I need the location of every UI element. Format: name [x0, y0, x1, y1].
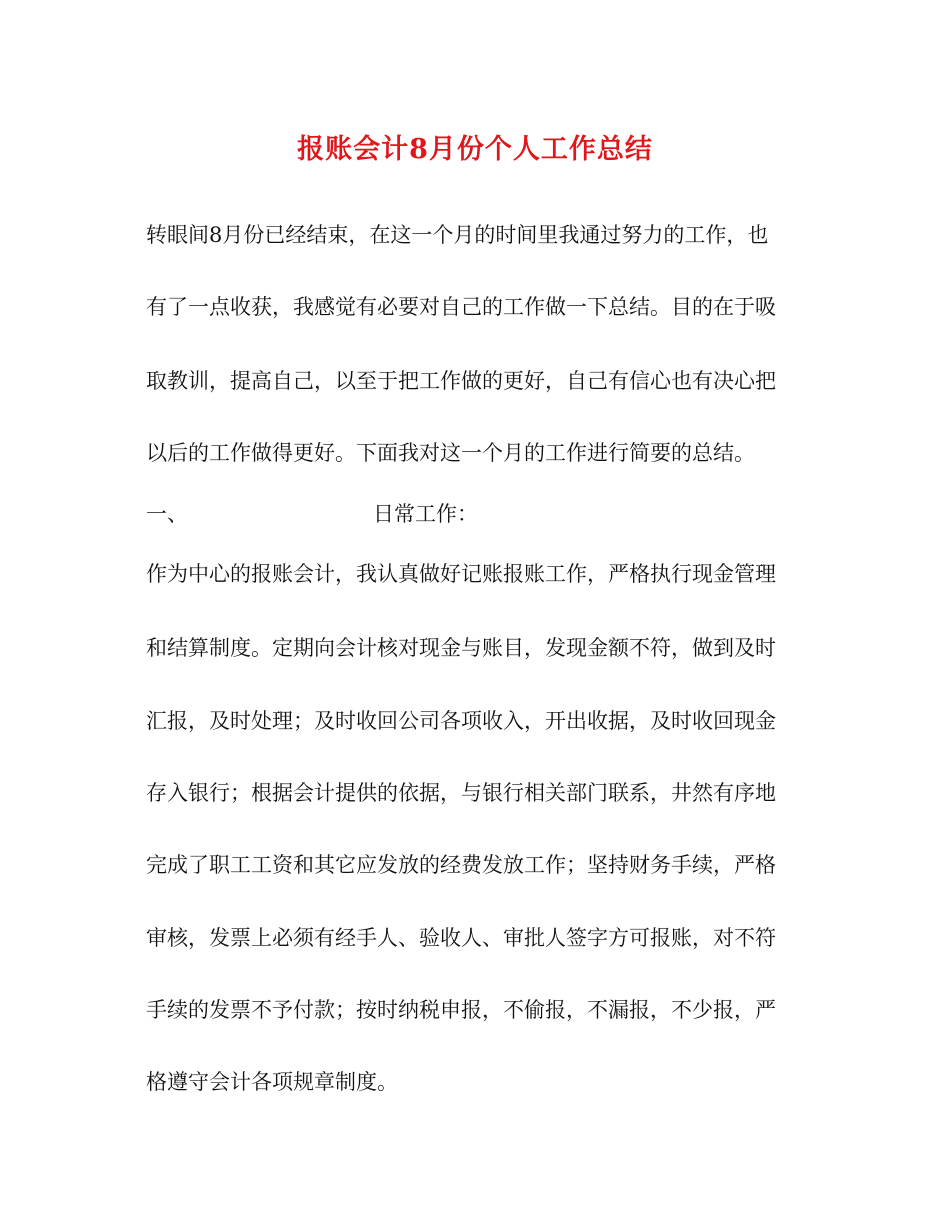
- paragraph-line: 汇报，及时处理；及时收回公司各项收入，开出收据，及时收回现金: [146, 709, 776, 733]
- section-number: 一、: [146, 502, 188, 526]
- section-title: 日常工作：: [373, 502, 478, 526]
- paragraph-line: 审核，发票上必须有经手人、验收人、审批人签字方可报账，对不符: [146, 926, 776, 950]
- paragraph-line: 作为中心的报账会计，我认真做好记账报账工作，严格执行现金管理: [146, 562, 776, 586]
- paragraph-line: 取教训，提高自己，以至于把工作做的更好，自己有信心也有决心把: [146, 369, 776, 393]
- paragraph-line: 以后的工作做得更好。下面我对这一个月的工作进行简要的总结。: [146, 441, 755, 465]
- document-title: 报账会计8月份个人工作总结: [297, 134, 653, 165]
- paragraph-line: 转眼间8月份已经结束，在这一个月的时间里我通过努力的工作，也: [146, 223, 769, 247]
- paragraph-line: 和结算制度。定期向会计核对现金与账目，发现金额不符，做到及时: [146, 636, 776, 660]
- paragraph-line: 有了一点收获，我感觉有必要对自己的工作做一下总结。目的在于吸: [146, 295, 776, 319]
- paragraph-line: 手续的发票不予付款；按时纳税申报，不偷报，不漏报，不少报，严: [146, 998, 776, 1022]
- paragraph-line: 存入银行；根据会计提供的依据，与银行相关部门联系，井然有序地: [146, 781, 776, 805]
- paragraph-line: 格遵守会计各项规章制度。: [146, 1070, 398, 1094]
- paragraph-line: 完成了职工工资和其它应发放的经费发放工作；坚持财务手续，严格: [146, 853, 776, 877]
